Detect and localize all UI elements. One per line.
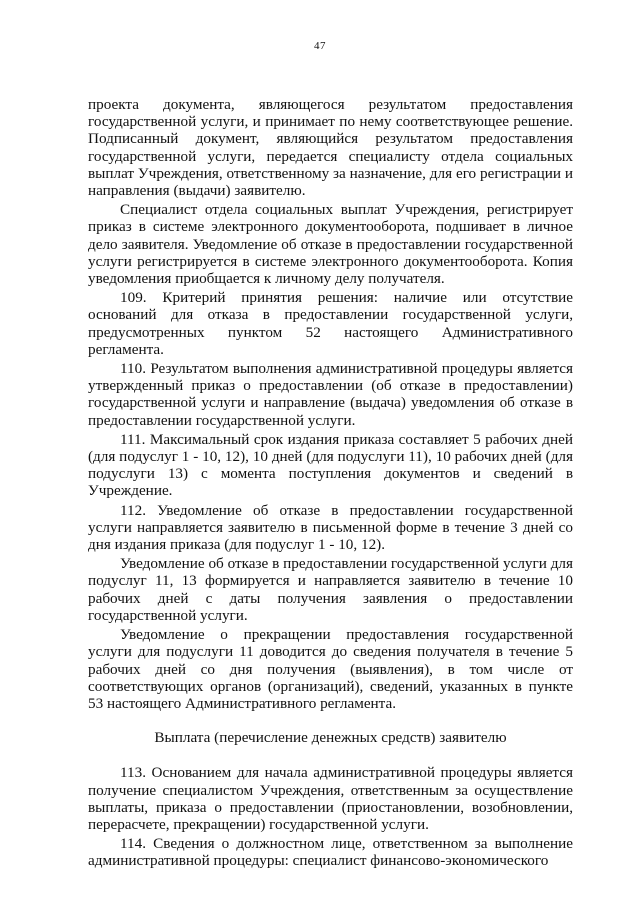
paragraph: проекта документа, являющегося результатом предоставления государственной услуги, и принимает по нему соответствующее решение. Подписанный документ, являющийся результатом предоставления государственной услуги, передается специалисту отдела социальных выплат Учреждения, ответственному за назначение, для его регистрации и направления (выдачи) заявителю. [88, 96, 573, 200]
document-body [88, 96, 573, 872]
page-number: 47 [314, 40, 326, 52]
paragraph: Уведомление о прекращении предоставления государственной услуги для подуслуги 11 доводится до сведения получателя в течение 5 рабочих дней со дня получения (выявления), в том числе от соответствующих органов (организаций), сведений, указанных в пункте 53 настоящего Административного регламента. [88, 626, 573, 712]
paragraph: 111. Максимальный срок издания приказа составляет 5 рабочих дней (для подуслуг 1 - 10, 12), 10 дней (для подуслуги 11), 10 рабочих дней (для подуслуги 13) с момента поступления документов и сведений в Учреждение. [88, 430, 573, 500]
paragraph: 113. Основанием для начала административной процедуры является получение специалистом Учреждения, ответственным за осуществление выплаты, приказа о предоставлении (приостановлении, возобновлении, перерасчете, прекращении) государственной услуги. [88, 764, 573, 833]
section-heading: Выплата (перечисление денежных средств) заявителю [154, 729, 507, 747]
paragraph: 109. Критерий принятия решения: наличие или отсутствие оснований для отказа в предоставлении государственной услуги, предусмотренных пунктом 52 настоящего Административного регламента. [88, 289, 573, 358]
paragraph: 110. Результатом выполнения административной процедуры является утвержденный приказ о предоставлении (об отказе в предоставлении) государственной услуги и направление (выдача) уведомления об отказе в предоставлении государственной услуги. [88, 360, 573, 429]
paragraph: Специалист отдела социальных выплат Учреждения, регистрирует приказ в системе электронного документооборота, подшивает в личное дело заявителя. Уведомление об отказе в предоставлении государственной услуги регистрируется в системе электронного документооборота. Копия уведомления приобщается к личному делу получателя. [88, 201, 573, 288]
paragraph: 114. Сведения о должностном лице, ответственном за выполнение административной процедуры: специалист финансово-экономического [88, 835, 573, 870]
paragraph: Уведомление об отказе в предоставлении государственной услуги для подуслуг 11, 13 формируется и направляется заявителю в течение 10 рабочих дней с даты получения заявления о предоставлении государственной услуги. [88, 555, 573, 624]
paragraph: 112. Уведомление об отказе в предоставлении государственной услуги направляется заявителю в письменной форме в течение 3 дней со дня издания приказа (для подуслуг 1 - 10, 12). [88, 501, 573, 554]
